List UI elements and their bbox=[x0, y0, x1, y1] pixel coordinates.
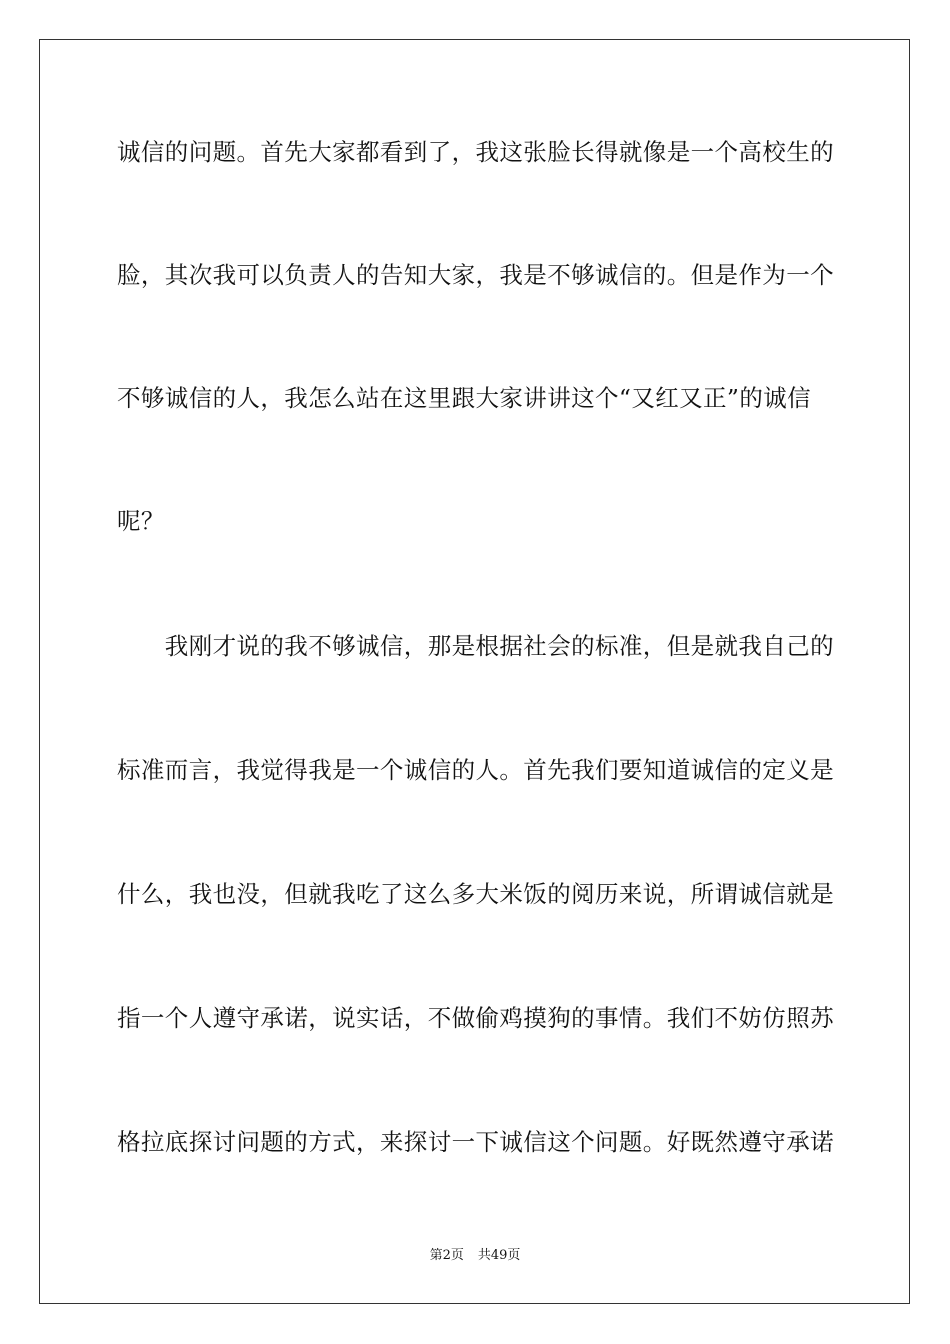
body-text-line-8: 指一个人遵守承诺，说实话，不做偷鸡摸狗的事情。我们不妨仿照苏 bbox=[117, 1004, 834, 1032]
page-number: 第2页 bbox=[429, 1248, 464, 1263]
page-border bbox=[39, 39, 910, 1304]
body-text-line-9: 格拉底探讨问题的方式，来探讨一下诚信这个问题。好既然遵守承诺 bbox=[117, 1128, 834, 1156]
body-text-line-6: 标准而言，我觉得我是一个诚信的人。首先我们要知道诚信的定义是 bbox=[117, 756, 834, 784]
total-pages: 共49页 bbox=[477, 1248, 521, 1263]
body-text-line-2: 脸，其次我可以负责人的告知大家，我是不够诚信的。但是作为一个 bbox=[117, 261, 834, 289]
page-footer bbox=[0, 1247, 950, 1265]
body-text-line-1: 诚信的问题。首先大家都看到了，我这张脸长得就像是一个高校生的 bbox=[117, 138, 834, 166]
body-text-line-7: 什么，我也没，但就我吃了这么多大米饭的阅历来说，所谓诚信就是 bbox=[117, 880, 834, 908]
body-text-line-4: 呢？ bbox=[117, 507, 165, 535]
body-text-line-3: 不够诚信的人，我怎么站在这里跟大家讲讲这个“又红又正”的诚信 bbox=[117, 384, 812, 412]
body-text-line-5: 我刚才说的我不够诚信，那是根据社会的标准，但是就我自己的 bbox=[117, 632, 834, 660]
